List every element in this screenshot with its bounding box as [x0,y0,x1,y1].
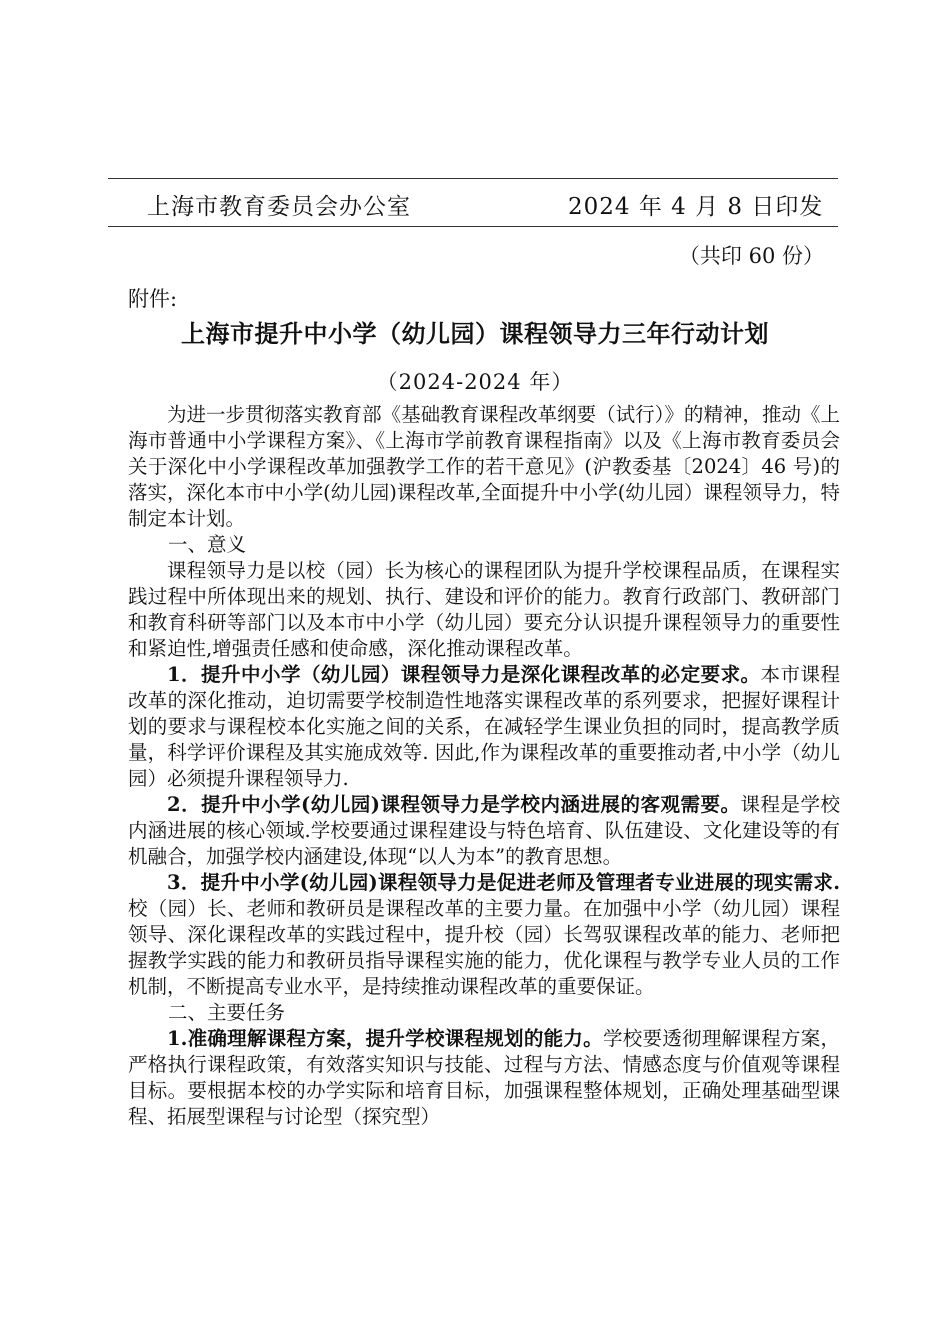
plan-years: （2024-2024 年） [376,370,574,394]
paragraph-lead: 3．提升中小学(幼儿园)课程领导力是促进老师及管理者专业进展的现实需求. [167,871,840,894]
document-title: 上海市提升中小学（幼儿园）课程领导力三年行动计划 [181,319,769,348]
paragraph-text: 校（园）长、老师和教研员是课程改革的主要力量。在加强中小学（幼儿园）课程领导、深化课程改革的实践过程中，提升校（园）长驾驭课程改革的能力、老师把握教学实践的能力和教研员指导课程实施的能力，优化课程与教学专业人员的工作机制，不断提高专业水平，是持续推动课程改革的重要保证。 [128,897,840,998]
paragraph-lead: 1.准确理解课程方案，提升学校课程规划的能力。 [167,1027,603,1050]
issue-date: 2024 年 4 月 8 日印发 [568,194,824,220]
numbered-paragraph [128,792,840,870]
issuer-name: 上海市教育委员会办公室 [147,194,411,220]
paragraph-text: 本市课程改革的深化推动，迫切需要学校制造性地落实课程改革的系列要求，把握好课程计划的要求与课程校本化实施之间的关系，在减轻学生课业负担的同时，提高教学质量，科学评价课程及其实施成效等. 因此,作为课程改革的重要推动者,中小学（幼儿园）必须提升课程领导力. [128,663,840,790]
attachment-label: 附件: [128,287,178,311]
section-paragraph: 课程领导力是以校（园）长为核心的课程团队为提升学校课程品质，在课程实践过程中所体现出来的规划、执行、建设和评价的能力。教育行政部门、教研部门和教育科研等部门以及本市中小学（幼儿园）要充分认识提升课程领导力的重要性和紧迫性,增强责任感和使命感，深化推动课程改革。 [128,559,840,660]
numbered-paragraph [128,1026,840,1130]
paragraph-lead: 2．提升中小学(幼儿园)课程领导力是学校内涵进展的客观需要。 [167,793,741,816]
paragraph-lead: 1．提升中小学（幼儿园）课程领导力是深化课程改革的必定要求。 [167,663,761,686]
numbered-paragraph [128,870,840,1000]
intro-paragraph: 为进一步贯彻落实教育部《基础教育课程改革纲要（试行）》的精神，推动《上海市普通中小学课程方案》、《上海市学前教育课程指南》以及《上海市教育委员会关于深化中小学课程改革加强教学工作的若干意见》(沪教委基〔2024〕46 号)的落实，深化本市中小学(幼儿园)课程改革,全面提升中小学(幼儿园）课程领导力，特制定本计划。 [128,403,840,530]
section-heading: 一、意义 [168,533,247,556]
paragraph-text: 学校要透彻理解课程方案，严格执行课程政策，有效落实知识与技能、过程与方法、情感态度与价值观等课程目标。要根据本校的办学实际和培育目标，加强课程整体规划，正确处理基础型课程、拓展型课程与讨论型（探究型） [128,1027,840,1128]
header-top-rule [108,178,838,179]
paragraph-text: 课程是学校内涵进展的核心领域.学校要通过课程建设与特色培育、队伍建设、文化建设等的有机融合，加强学校内涵建设,体现“以人为本”的教育思想。 [128,793,840,868]
copies-count: （共印 60 份） [678,244,824,268]
section-heading: 二、主要任务 [168,1001,286,1024]
numbered-paragraph [128,662,840,792]
header-bottom-rule [108,226,838,227]
document-body [128,402,840,1130]
